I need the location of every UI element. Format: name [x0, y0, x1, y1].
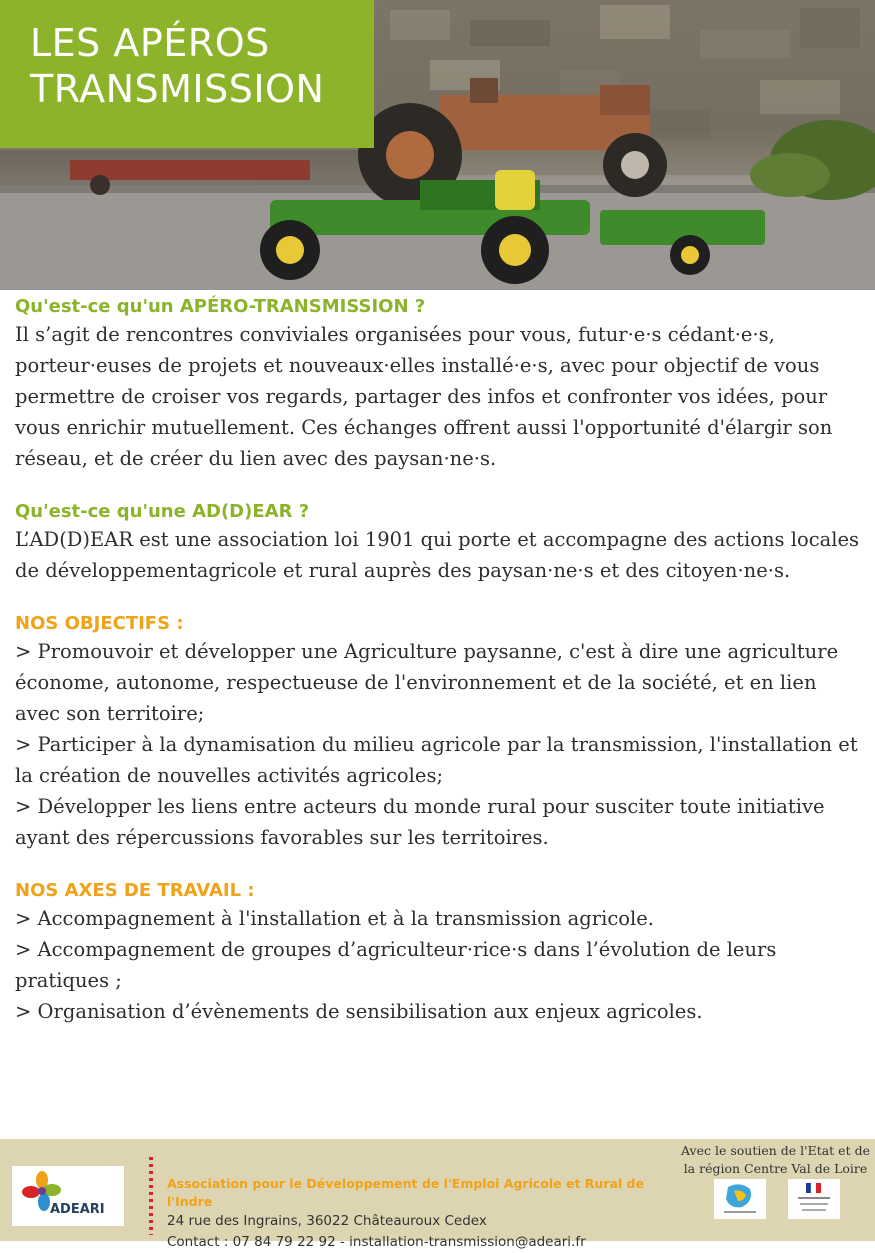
- list-item: > Accompagnement à l'installation et à la transmission agricole.: [15, 907, 654, 930]
- section-heading-objectifs: NOS OBJECTIFS :: [15, 613, 184, 634]
- section-axes: [15, 879, 865, 1027]
- list-item: > Organisation d’évènements de sensibilisation aux enjeux agricoles.: [15, 1000, 703, 1023]
- association-address: 24 rue des Ingrains, 36022 Châteauroux Cedex: [167, 1213, 487, 1229]
- section-heading-adear: Qu'est-ce qu'une AD(D)EAR ?: [15, 501, 310, 522]
- adeari-logo: [12, 1166, 124, 1226]
- title-banner: [0, 0, 374, 148]
- marianne-logo-icon: [788, 1179, 840, 1219]
- list-item: > Promouvoir et développer une Agriculture paysanne, c'est à dire une agriculture économe, autonome, respectueuse de l'environnement et de la société, et en lien avec son territoire;: [15, 640, 839, 725]
- region-logo-icon: [714, 1179, 766, 1219]
- section-heading-axes: NOS AXES DE TRAVAIL :: [15, 880, 255, 901]
- title-line-2: TRANSMISSION: [30, 67, 325, 111]
- support-text: Avec le soutien de l'Etat et de la région Centre Val de Loire: [681, 1143, 870, 1176]
- hero-photo: [0, 0, 875, 290]
- section-objectifs: [15, 612, 865, 853]
- footer: [0, 1139, 875, 1250]
- association-contact: Contact : 07 84 79 22 92 - installation-transmission@adeari.fr: [167, 1234, 586, 1250]
- section-apero: [15, 295, 865, 474]
- dotted-divider: [149, 1157, 153, 1235]
- section-text-apero: Il s’agit de rencontres conviviales organisées pour vous, futur·e·s cédant·e·s, porteur·euses de projets et nouveaux·elles installé·e·s, avec pour objectif de vous permettre de croiser vos regards, partager des infos et confronter vos idées, pour vous enrichir mutuellement. Ces échanges offrent aussi l'opportunité d'élargir son réseau, et de créer du lien avec des paysan·ne·s.: [15, 323, 833, 470]
- list-item: > Participer à la dynamisation du milieu agricole par la transmission, l'installation et la création de nouvelles activités agricoles;: [15, 733, 858, 787]
- list-item: > Développer les liens entre acteurs du monde rural pour susciter toute initiative ayant des répercussions favorables sur les territoires.: [15, 795, 825, 849]
- section-heading-apero: Qu'est-ce qu'un APÉRO-TRANSMISSION ?: [15, 296, 426, 317]
- association-info: [167, 1175, 687, 1253]
- title-line-1: LES APÉROS: [30, 21, 270, 65]
- section-text-adear: L’AD(D)EAR est une association loi 1901 qui porte et accompagne des actions locales de développementagricole et rural auprès des paysan·ne·s et des citoyen·ne·s.: [15, 528, 860, 582]
- association-name: Association pour le Développement de l'Emploi Agricole et Rural de l'Indre: [167, 1176, 644, 1209]
- republique-francaise-logo: [788, 1179, 840, 1219]
- section-adear: [15, 500, 865, 586]
- list-item: > Accompagnement de groupes d’agriculteur·rice·s dans l’évolution de leurs pratiques ;: [15, 938, 777, 992]
- main-content: [15, 295, 865, 1053]
- region-centre-logo: [714, 1179, 766, 1219]
- logo-wordmark: ADEARI: [50, 1202, 105, 1217]
